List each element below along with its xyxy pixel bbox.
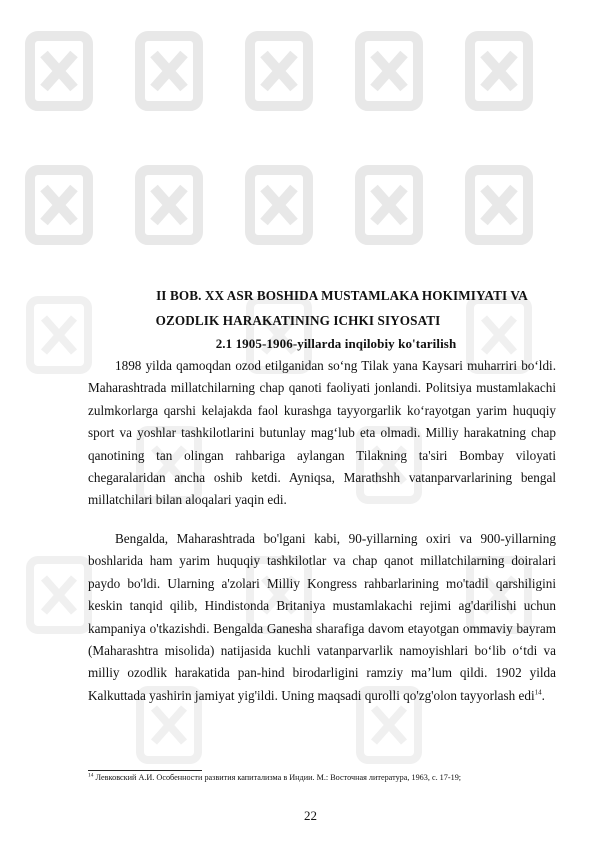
chapter-title-line-1: II BOB. XX ASR BOSHIDA MUSTAMLAKA HOKIMIYATI VA (156, 288, 528, 303)
paragraph-2 (88, 528, 556, 707)
paragraph-2-text: Bengalda, Maharashtrada bo'lgani kabi, 90-yillarning oxiri va 900-yillarning boshlarida ham yarim huquqiy tashkilotlar va chap qanot millatchilarning doiralari paydo bo'ldi. Ularning a'zolari Milliy Kongress rahbarlarining mo'tadil qarshiligini keskin tanqid qilib, Hindistonda Britaniya mustamlakachi rejimi ag'darilishi uchun kampaniya o'tkazishdi. Bengalda Ganesha sharafiga davom etayotgan ommaviy bayram (Maharashtra misolida) natijasida kuchli vatanparvarlik namoyishlari bo‘lib o‘tdi va milliy ozodlik harakatida pan-hind birodarligini ramziy ma’lum qildi. 1902 yilda Kalkuttada yashirin jamiyat yig'ildi. Uning maqsadi qurolli qo'zg'olon tayyorlash edi (88, 531, 556, 703)
paragraph-2-end: . (541, 687, 545, 703)
footnote-divider (88, 770, 202, 771)
chapter-title-line-2: OZODLIK HARAKATINING ICHKI SIYOSATI (155, 313, 441, 328)
paragraph-1: 1898 yilda qamoqdan ozod etilganidan so‘ng Tilak yana Kaysari muharriri bo‘ldi. Maharashtrada millatchilarning chap qanoti faoliyati jonlandi. Politsiya mustamlakachi zulmkorlarga qarshi kelajakda faol kurashga tayyorgarlik ko‘rayotgan yarim huquqiy sport va yoshlar tashkilotlarini butunlay mag‘lub eta olmadi. Milliy harakatning chap qanotining tan olingan rahbariga aylangan Tilakning ta'siri Bombay viloyati chegaralaridan ancha oshib ketdi. Ayniqsa, Marathshh vatanparvarlarining bengal millatchilari bilan aloqalari yaqin edi. (88, 358, 556, 508)
footnote (88, 773, 558, 782)
footnote-mark: 14 (88, 772, 94, 779)
footnote-text: Левковский А.И. Особенности развития капитализма в Индии. М.: Восточная литература, 1963, с. 17-19; (93, 773, 462, 782)
section-title: 2.1 1905-1906-yillarda inqilobiy ko'tarilish (215, 336, 457, 351)
footnote-reference[interactable]: 14 (534, 688, 542, 697)
page-number: 22 (304, 808, 317, 823)
